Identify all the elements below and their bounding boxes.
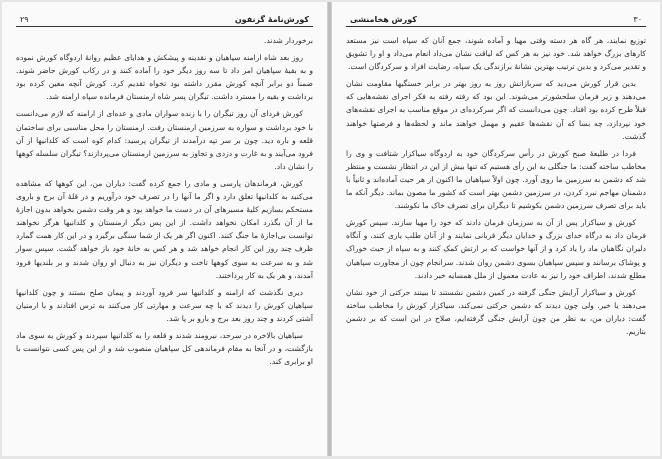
paragraph: فردا در طلیعهٔ صبح کورش در رأس سرکردگان خود به اردوگاه سیاکزار شتافت و وی را مخاطب ساخته گفت: ما جنگلی به این رأی هستیم که تنها بیش از این در انتظار نشست و منتظر شد که دشمن به سرزمین ما روی آورد. چون اولاً سپاهیان ما اکنون از هر حیث آماده‌اند و ثانیاً با دشمنان مهاجم نبرد کردن، در سرزمین دشمن بهتر است که کشور ما مصون بماند. دیگر آنکه ما باید برای تصرف سرزمین دشمن بکوشیم تا دیگران برای تصرف خاک ما نکوشند. [346,148,646,211]
left-page-number: ۲۹ [20,15,29,24]
paragraph: کورش فردای آن روز تیگران را با زنده سواران مادی و عده‌ای از ارامنه که لازم می‌دانست با خود برداشت و سواره به سرزمین ارمنستان رفت. ارمنستان را محل مناسبی برای ساختمان قلعه و باره دید. چون بر سر تپه درآمدند از تیگران پرسید: کدام کوه است که کلدانیها از آن فرود می‌آیند و به غارت و دزدی و تجاوز به سرزمین ارمنستان می‌پردازند؟ تیگران سلسله کوهها را نشان داد. [16,109,313,171]
paragraph: بدین قرار کورش می‌دید که سربازانش روز به روز بهتر در برابر خستگیها مقاومت نشان می‌دهند و زیر فرمان سلحشورتر می‌شوند. این بود که رفته رفته به فکر اجرای نقشه‌هایی که قبلاً طرح کرده بود افتاد. چون می‌دانست که اگر سرکرده‌ای در موقع مناسب به اجرای نقشه‌های خود نپردازد، چه بسا که آن نقشه‌ها عقیم و مهمل خواهند ماند و لحظه‌ها و فرصتها خواهند گذشت. [346,79,646,141]
paragraph: توزیع نمایند، هر گاه هر دسته وقتی مهیا و آماده شوند، جمع آنان که سپاه است نیز مستعد کارهای بزرگ خواهد شد. خود نیز به هر کس که لیاقت نشان می‌داد انعام می‌داد و او را تشویق و تقدیر می‌کرد و بدین ترتیب بهترین نشانهٔ برازندگی یک سپاه، رضایت افراد و سرکردگان است. [346,36,646,72]
paragraph: برخوردار شدند. [263,36,313,45]
paragraph: دیری نگذشت که ارامنه و کلدانیها سر فرود آوردند و پیمان صلح بستند و چون کلدانیها سپاهیان کورش را دیدند که با چه سرعت و مهارتی کار می‌کنند به ترس افتادند و با ارمنیان آشتی کردند و چند روز بعد برج و بارو بر پا شد. [16,287,313,323]
right-running-title: کورش هخامنشی [350,15,417,24]
right-page-header [346,14,646,27]
right-page-body [346,34,646,446]
left-page-header [16,14,313,27]
paragraph: روز بعد شاه ارامنه سپاهیان و نقدینه و پیشکش و هدایای عظیم روانهٔ اردوگاه کورش نموده و به بقیهٔ سپاهیان امر داد تا سه روز دیگر خود را آماده کنند و در رکاب کورش حاضر شوند. ضمناً دو برابر آنچه کورش مقرر داشته بود تخواه تقدیم کرد. کورش آنچه معین کرده بود برداشت و بقیه را مسترد داشت. تیگران پسر شاه ارمنستان فرمانده سپاه ارامنه شد. [16,53,313,102]
left-page [2,2,328,456]
right-page [331,2,660,456]
left-running-title: کورش‌نامهٔ گزنفون [234,15,309,24]
paragraph: کورش و سیاکزار آرایش جنگی گرفته در کمین دشمن نشستند تا ببینند حرکتی از خود نشان می‌دهند یا خیر. ولی چون دیدند که دشمن حرکتی نمی‌کند، سیاکزار کورش را مخاطب ساخته گفت: دیاران من، به نظر من چون آرایش جنگی گرفته‌ایم، صلاح در این است که بر دشمن بتازیم. [346,287,646,336]
left-page-body [16,34,313,446]
paragraph: کورش و سیاکزار پس از آن به سرزمان فرمان دادند که خود را مهیا سازند. سپس کورش فرمان داد به درگاه خدای بزرگ و خدایان دیگر قربانی نمایند و از آنان طلب یاری کنند، و آنگاه دلیران نگاهبان ماد را یاد کرد و از آنها خواست که بر ارتش کمک کنند و به سپاه از حیث خوراک و پوشاک برسانند و سپس سپاهیان بسوی دشمن روان شدند. سرانجام چون از مجاورت سپاهیان مطلع شدند، اطراف خود را نیز به عادت معمول از ملل همسایه خبر دادند. [346,218,646,280]
paragraph: سپاهیان بالاخره در سرحد، نیرومند شدند و قلعه را به کلدانیها سپردند و کورش به سوی ماد بازگشت، و در آنجا به مقام فرماندهی کل سپاهیان منصوب شد و از این پس کسی نتوانست با او برابری کند. [16,330,313,367]
right-page-number: ۳۰ [633,15,642,24]
paragraph: کورش، فرماندهان پارسی و مادی را جمع کرده گفت: دیاران من، این کوهها که مشاهده می‌کنید به کلدانیها تعلق دارد و اگر ما آنها را در تصرف خود درآوریم و در قلهٔ آن برج و باروی مستحکم بسازیم کلیهٔ مسیرهای آن در دست ما خواهد بود و هر وقت دشمن بخواهد بدون اجازهٔ ما از آن بگذرد امکان نخواهد داشت. از این پس دیگر ارمنستان و کلدانیها هرگز نخواهند توانست بی‌اجازهٔ ما جنگ کنند. اکنون اگر هر یک از شما سنگی برگیرد و در این کار همت گمارد ظرف چند روز این کار انجام خواهد شد و هر کس به خانهٔ خود باز خواهد گشت. سپس سوار شد و به سرعت به سوی کوهها تاخت و دیگران نیز به دنبال او روان شدند و بر بلندیها فرود آمدند، و هر یک به کار پرداختند. [16,178,313,280]
